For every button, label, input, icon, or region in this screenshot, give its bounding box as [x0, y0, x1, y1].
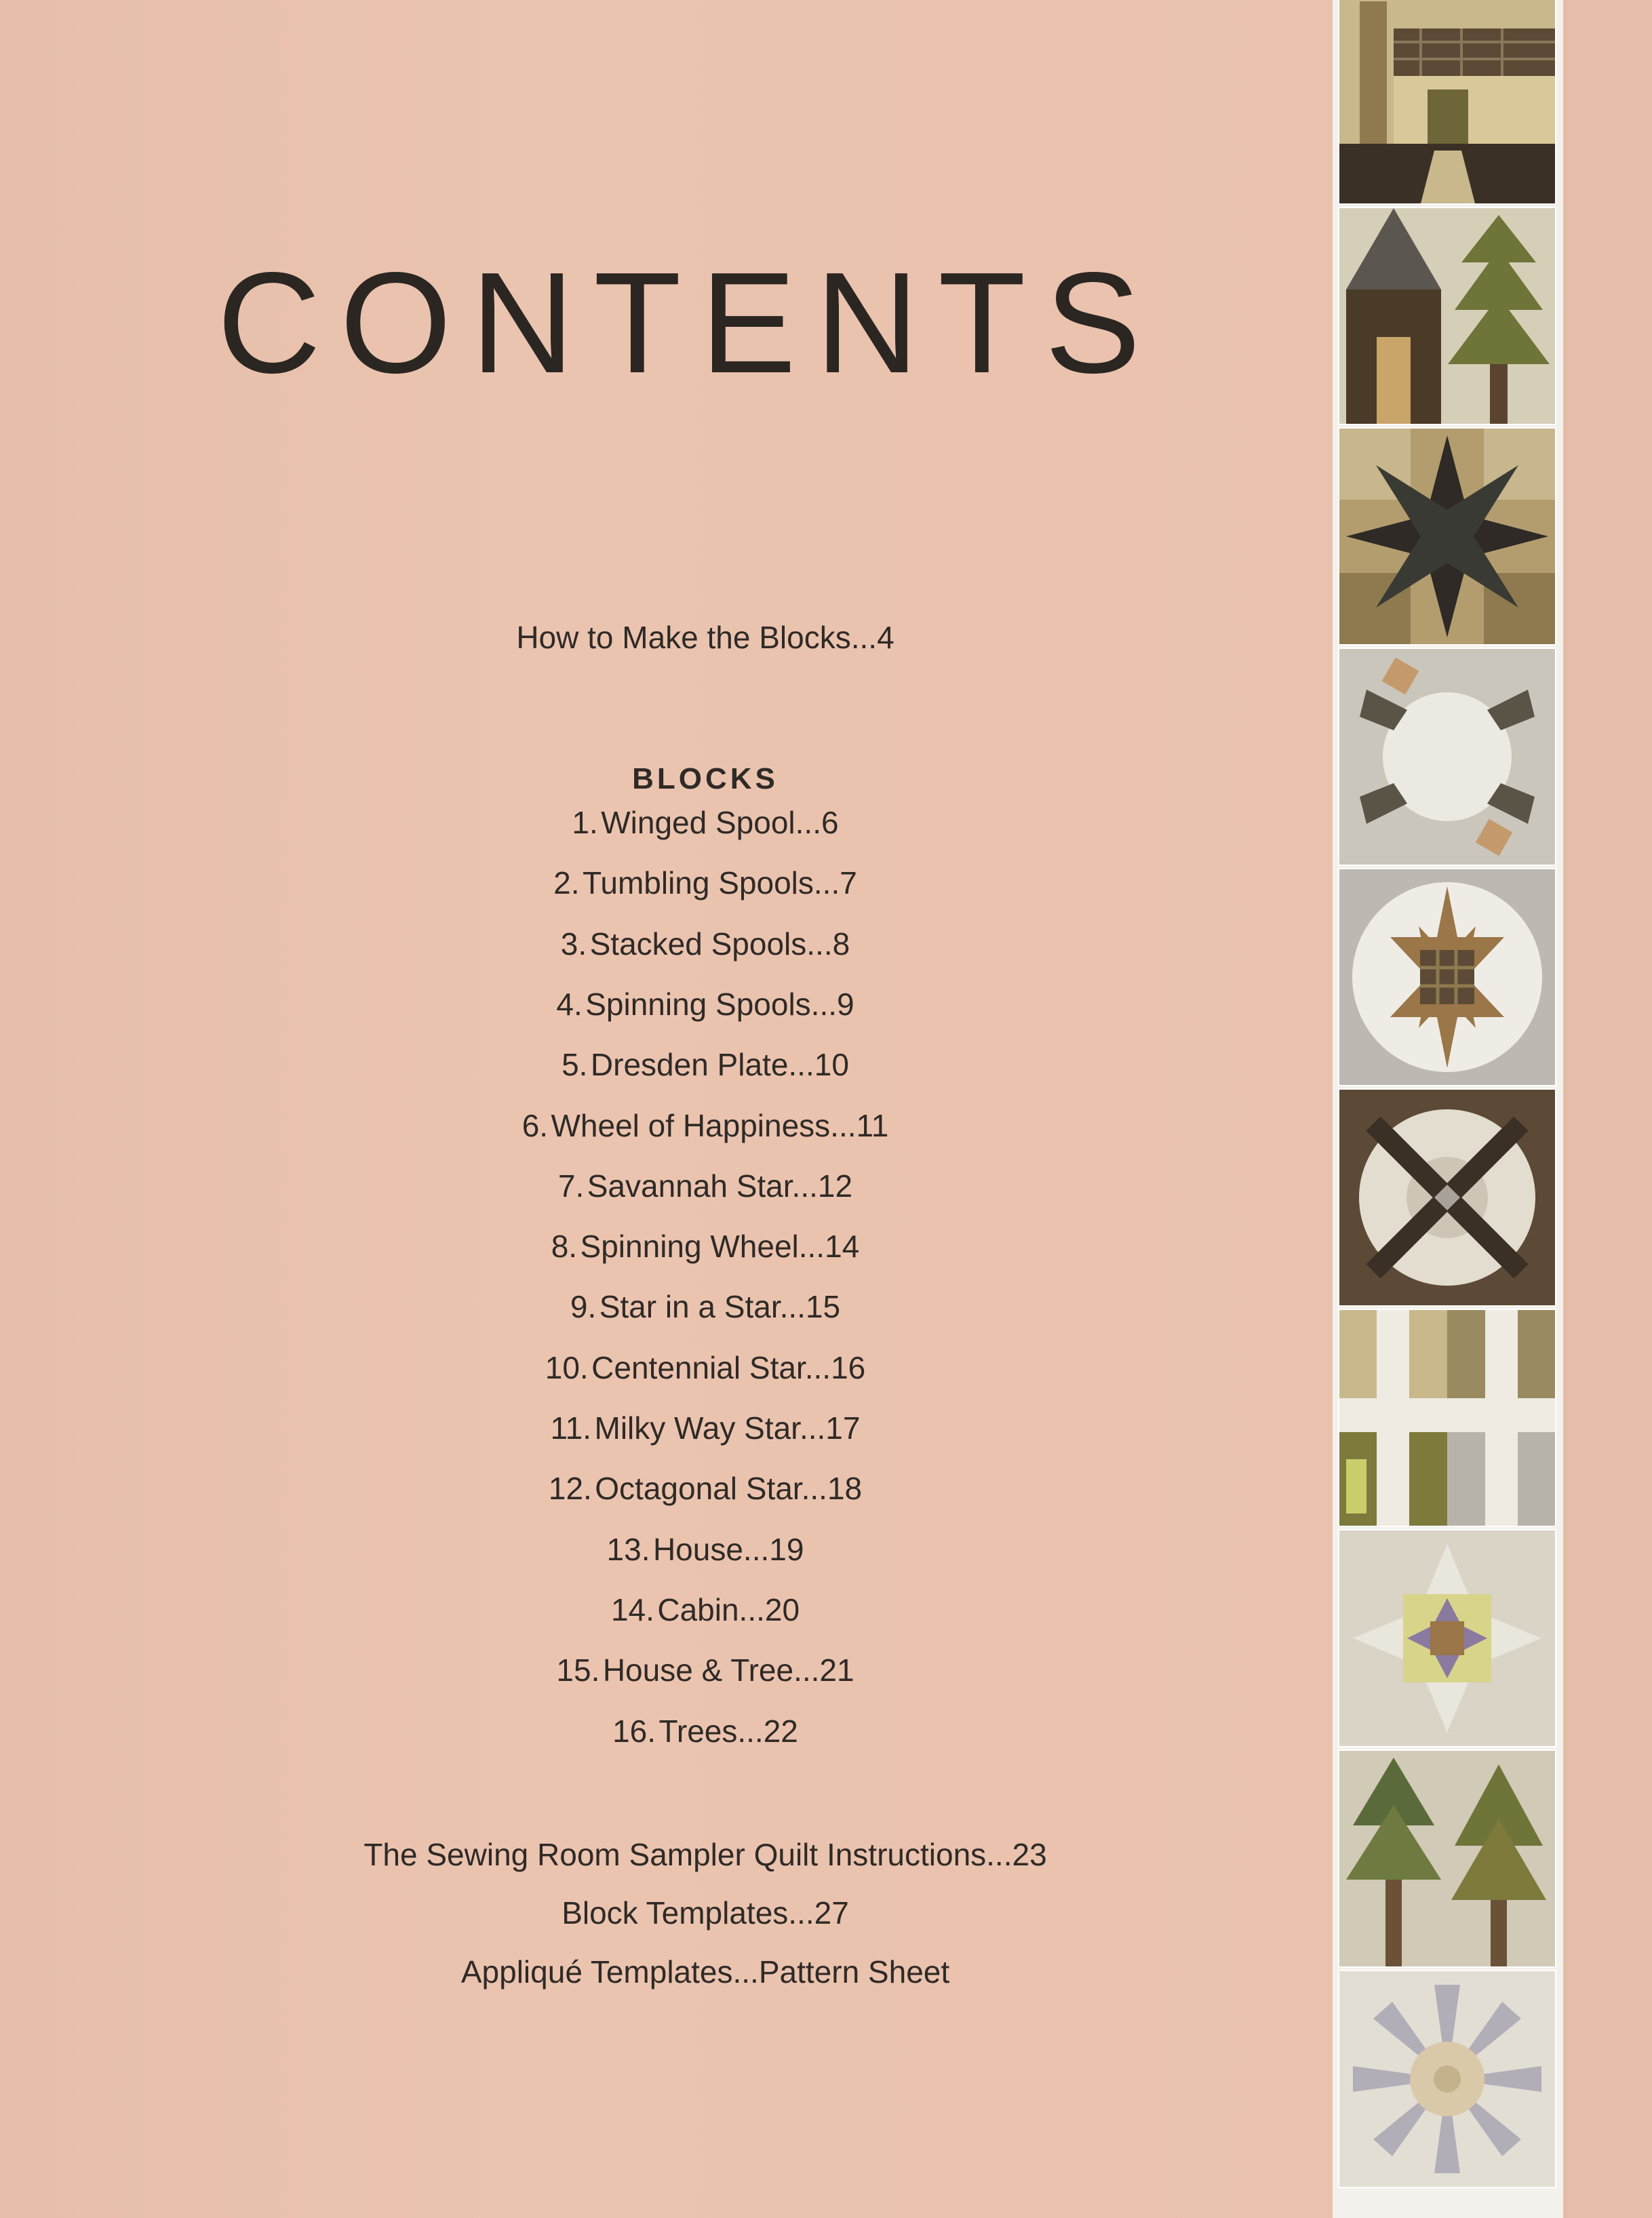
toc-block-item[interactable] — [0, 1231, 1411, 1262]
toc-extra-3[interactable] — [0, 1956, 1411, 1987]
page-edge — [1563, 0, 1652, 2218]
toc-block-label: Dresden Plate... — [590, 1047, 814, 1082]
toc-block-label: House & Tree... — [602, 1652, 820, 1688]
toc-extra-label: The Sewing Room Sampler Quilt Instructions... — [363, 1837, 1012, 1872]
toc-block-label: Star in a Star... — [599, 1289, 806, 1324]
toc-extra-page: 23 — [1012, 1837, 1047, 1872]
toc-block-label: Spinning Spools... — [585, 987, 838, 1022]
toc-block-page: 18 — [827, 1471, 863, 1506]
toc-block-item[interactable] — [0, 867, 1411, 898]
toc-block-page: 12 — [817, 1168, 853, 1204]
toc-block-item[interactable] — [0, 926, 1411, 962]
toc-block-number: 10. — [545, 1350, 589, 1385]
toc-block-label: Milky Way Star... — [594, 1410, 826, 1446]
spinning-wheel-block-icon — [1338, 1088, 1556, 1307]
toc-intro[interactable] — [0, 622, 1411, 653]
toc-block-item[interactable] — [0, 1170, 1411, 1202]
toc-block-item[interactable] — [0, 1652, 1411, 1688]
toc-block-page: 6 — [821, 805, 839, 840]
toc-extra-page: 27 — [814, 1895, 849, 1930]
toc-block-label: Stacked Spools... — [589, 926, 833, 962]
toc-block-number: 8. — [551, 1229, 578, 1264]
toc-block-page: 20 — [764, 1592, 800, 1627]
star-in-star-block-icon — [1338, 1529, 1556, 1747]
toc-block-page: 15 — [805, 1289, 841, 1324]
toc-extra-1[interactable] — [0, 1839, 1411, 1870]
toc-block-page: 10 — [814, 1047, 849, 1082]
toc-block-item[interactable] — [0, 807, 1411, 838]
toc-intro-label: How to Make the Blocks... — [516, 620, 878, 655]
page-title: CONTENTS — [217, 242, 1160, 403]
toc-block-label: Wheel of Happiness... — [551, 1108, 857, 1143]
toc-block-label: Savannah Star... — [587, 1168, 818, 1204]
toc-block-number: 4. — [556, 987, 583, 1022]
toc-block-label: Tumbling Spools... — [582, 865, 840, 900]
toc-block-item[interactable] — [0, 1352, 1411, 1383]
toc-extra-label: Appliqué Templates...Pattern Sheet — [460, 1954, 950, 1989]
toc-block-page: 8 — [832, 926, 850, 962]
spool-wheel-block-icon — [1338, 648, 1556, 866]
toc-block-label: House... — [652, 1532, 770, 1567]
toc-block-page: 14 — [825, 1229, 860, 1264]
toc-block-number: 12. — [548, 1471, 592, 1506]
toc-block-label: Octagonal Star... — [595, 1471, 827, 1506]
blocks-heading: BLOCKS — [632, 762, 779, 795]
toc-block-item[interactable] — [0, 1412, 1411, 1444]
toc-block-number: 7. — [557, 1168, 585, 1204]
dresden-plate-block-icon — [1338, 1970, 1556, 2188]
star-block-icon — [1338, 427, 1556, 646]
toc-block-item[interactable] — [0, 1534, 1411, 1565]
toc-block-page: 21 — [819, 1652, 854, 1688]
toc-block-page: 22 — [763, 1714, 798, 1749]
toc-block-item[interactable] — [0, 1291, 1411, 1322]
toc-block-label: Centennial Star... — [591, 1350, 831, 1385]
toc-block-number: 16. — [612, 1714, 656, 1749]
spools-block-icon — [1338, 1309, 1556, 1527]
toc-block-label: Cabin... — [657, 1592, 765, 1627]
toc-block-item[interactable] — [0, 1110, 1411, 1141]
toc-extra-2[interactable] — [0, 1897, 1411, 1928]
toc-block-number: 15. — [556, 1652, 600, 1688]
blocks-heading-wrap — [0, 762, 1411, 796]
toc-block-item[interactable] — [0, 1594, 1411, 1625]
toc-block-number: 13. — [606, 1532, 650, 1567]
savannah-star-block-icon — [1338, 868, 1556, 1086]
toc-block-number: 14. — [610, 1592, 654, 1627]
toc-intro-page: 4 — [877, 620, 894, 655]
house-tree-block-icon — [1338, 207, 1556, 425]
toc-block-number: 6. — [522, 1108, 549, 1143]
toc-block-label: Trees... — [658, 1714, 764, 1749]
toc-block-item[interactable] — [0, 989, 1411, 1020]
toc-block-item[interactable] — [0, 1049, 1411, 1080]
toc-block-page: 9 — [837, 987, 854, 1022]
toc-block-label: Spinning Wheel... — [580, 1229, 825, 1264]
toc-block-page: 11 — [856, 1108, 889, 1143]
toc-extra-label: Block Templates... — [562, 1895, 814, 1930]
cabin-block-icon — [1338, 0, 1556, 205]
toc-block-item[interactable] — [0, 1716, 1411, 1747]
toc-block-page: 19 — [769, 1532, 804, 1567]
toc-block-page: 17 — [825, 1410, 861, 1446]
trees-block-icon — [1338, 1749, 1556, 1968]
toc-block-number: 11. — [550, 1410, 592, 1446]
quilt-block-strip — [1333, 0, 1563, 2218]
toc-block-page: 7 — [840, 865, 857, 900]
toc-block-item[interactable] — [0, 1473, 1411, 1504]
toc-block-number: 1. — [572, 805, 598, 840]
toc-block-number: 2. — [553, 865, 580, 900]
toc-block-page: 16 — [831, 1350, 866, 1385]
toc-block-number: 5. — [562, 1047, 588, 1082]
toc-block-label: Winged Spool... — [601, 805, 821, 840]
toc-block-number: 9. — [570, 1289, 597, 1324]
toc-block-number: 3. — [560, 926, 587, 962]
